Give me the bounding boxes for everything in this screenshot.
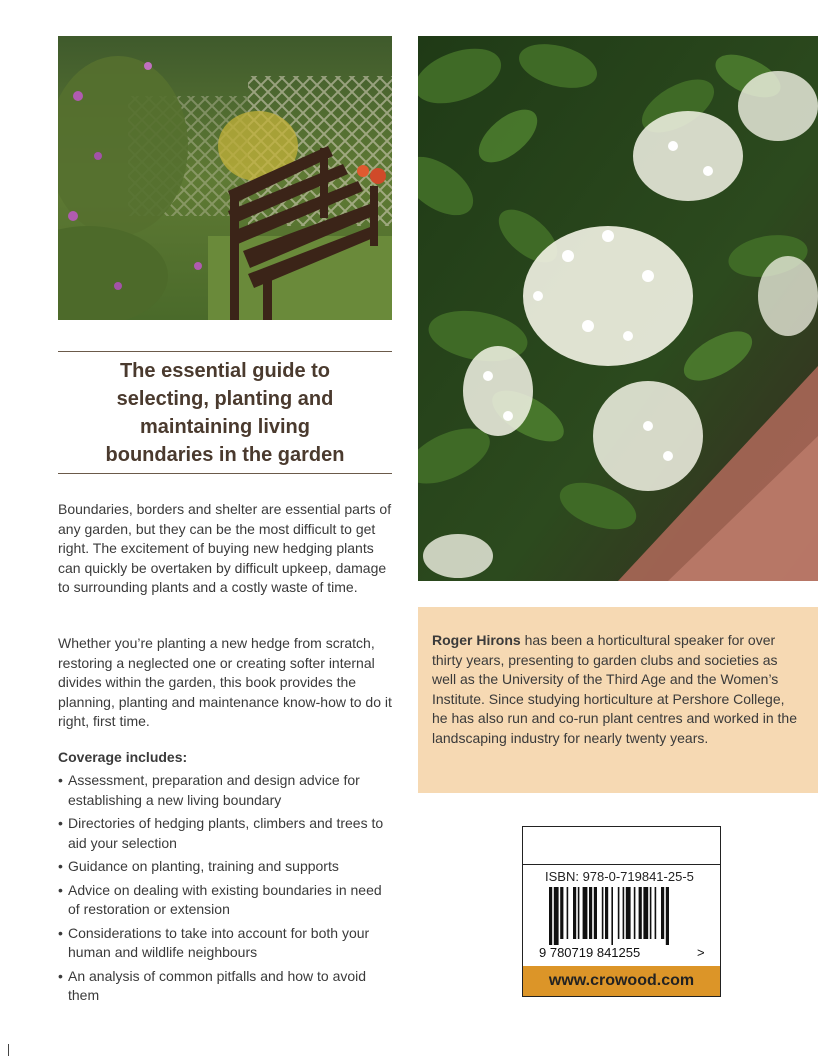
- list-item-text: Advice on dealing with existing boundaries in need of restoration or extension: [68, 881, 382, 917]
- barcode-bar: [611, 887, 613, 945]
- coverage-list: [58, 771, 396, 1010]
- barcode-bar: [549, 887, 552, 945]
- list-item-text: Directories of hedging plants, climbers and trees to aid your selection: [68, 815, 384, 851]
- barcode-bar: [643, 887, 648, 939]
- tagline-line: maintaining living: [139, 415, 310, 438]
- barcode-bar: [567, 887, 569, 939]
- barcode-bar: [623, 887, 625, 939]
- tagline-line: selecting, planting and: [116, 387, 334, 410]
- list-item: [58, 771, 396, 810]
- barcode-bar: [634, 887, 636, 939]
- barcode-bar: [594, 887, 597, 939]
- list-item-text: An analysis of common pitfalls and how to avoid them: [68, 967, 367, 1003]
- barcode-bar: [639, 887, 642, 939]
- list-item: [58, 857, 396, 877]
- bullet-icon: •: [58, 815, 63, 831]
- crop-mark: [8, 1044, 9, 1056]
- barcode-bar: [573, 887, 576, 939]
- barcode-bar: [655, 887, 657, 939]
- list-item-text: Guidance on planting, training and supports: [68, 858, 339, 874]
- author-bio-box: [418, 607, 818, 793]
- tagline: [58, 357, 392, 469]
- isbn-label: ISBN: 978-0-719841-25-5: [545, 869, 694, 884]
- bullet-icon: •: [58, 858, 63, 874]
- website-link[interactable]: www.crowood.com: [523, 966, 720, 996]
- barcode-bar: [666, 887, 669, 945]
- isbn-barcode-box: [522, 826, 721, 997]
- intro-paragraph-1: Boundaries, borders and shelter are essential parts of any garden, but they can be the most difficult to get right. The excitement of buying new hedging plants can quickly be overtaken by difficult upkeep, damage to surrounding plants and a costly waste of time.: [58, 501, 392, 595]
- coverage-heading: Coverage includes:: [58, 749, 188, 765]
- barcode-bar: [560, 887, 563, 939]
- bullet-icon: •: [58, 772, 63, 788]
- barcode-digits: 9 780719 841255: [539, 945, 641, 959]
- list-item-text: Considerations to take into account for both your human and wildlife neighbours: [68, 924, 370, 960]
- list-item: [58, 881, 396, 920]
- list-item-text: Assessment, preparation and design advice for establishing a new living boundary: [68, 772, 360, 808]
- list-item: [58, 967, 396, 1006]
- list-item: [58, 924, 396, 963]
- barcode-bar: [589, 887, 592, 939]
- barcode-bar: [650, 887, 652, 939]
- list-item: [58, 814, 396, 853]
- bullet-icon: •: [58, 881, 63, 898]
- barcode-bar: [554, 887, 559, 945]
- barcode-bar: [578, 887, 580, 939]
- tagline-line: boundaries in the garden: [105, 443, 345, 466]
- price-row: [523, 827, 720, 865]
- privet-flowers-photo: [418, 36, 818, 581]
- tagline-line: The essential guide to: [119, 359, 331, 382]
- barcode-arrow: >: [697, 945, 705, 959]
- bullet-icon: •: [58, 924, 63, 941]
- barcode-bar: [602, 887, 604, 939]
- garden-bench-photo: [58, 36, 392, 320]
- barcode-bar: [626, 887, 631, 939]
- bullet-icon: •: [58, 967, 63, 984]
- author-bio: has been a horticultural speaker for over thirty years, presenting to garden clubs and societies as well as the University of the Third Age and the Women’s Institute. Since studying horticulture at Pershore College, he has also run and co-run plant centres and worked in the landscaping industry for nearly twenty years.: [432, 632, 798, 746]
- barcode-bar: [618, 887, 620, 939]
- barcode-bar: [661, 887, 664, 939]
- intro-paragraph-2: Whether you’re planting a new hedge from scratch, restoring a neglected one or creating softer internal divides within the garden, this book provides the planning, planting and maintenance know-how to do it right, first time.: [58, 635, 392, 729]
- barcode-icon: [537, 887, 707, 959]
- author-name: Roger Hirons: [432, 632, 521, 648]
- barcode-bar: [583, 887, 588, 939]
- tagline-box: [58, 351, 392, 474]
- barcode-bar: [605, 887, 608, 939]
